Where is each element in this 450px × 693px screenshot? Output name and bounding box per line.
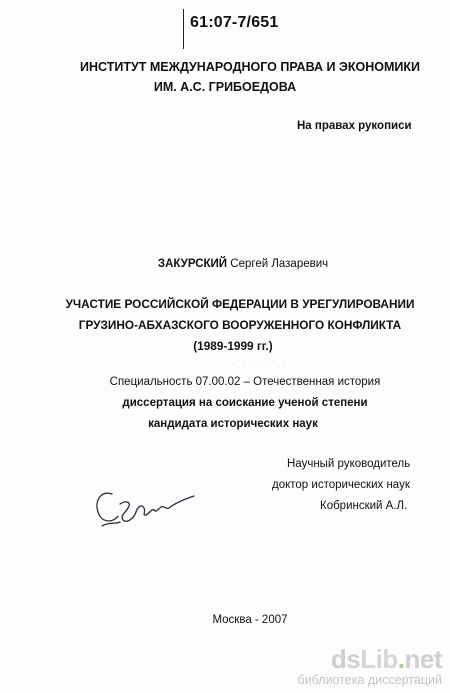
author-surname: ЗАКУРСКИЙ <box>157 258 228 270</box>
dissertation-purpose: диссертация на соискание ученой степени <box>122 397 368 409</box>
supervisor-name: Кобринский А.Л. <box>320 500 408 512</box>
catalog-number: 61:07-7/651 <box>190 14 279 31</box>
manuscript-rights-note: На правах рукописи <box>297 120 412 132</box>
institution-name-line1: ИНСТИТУТ МЕЖДУНАРОДНОГО ПРАВА И ЭКОНОМИКИ <box>80 60 420 74</box>
handwritten-signature <box>90 482 200 532</box>
author-name <box>18 258 450 270</box>
dslib-watermark <box>298 646 442 687</box>
dslib-subtitle: библиотека диссертаций <box>297 673 442 687</box>
institution-name-line2: ИМ. А.С. ГРИБОЕДОВА <box>153 80 297 94</box>
specialty-line: Специальность 07.00.02 – Отечественная история <box>109 376 381 388</box>
catalog-number-rule <box>183 9 184 49</box>
author-given-names: Сергей Лазаревич <box>230 258 329 270</box>
dslib-logo: dsLib.net <box>330 644 442 674</box>
dissertation-title-years: (1989-1999 гг.) <box>193 339 273 353</box>
dissertation-title-line2: ГРУЗИНО-АБХАЗСКОГО ВООРУЖЕННОГО КОНФЛИКТА <box>78 318 402 332</box>
supervisor-role: Научный руководитель <box>287 458 411 470</box>
city-and-year: Москва - 2007 <box>212 614 288 626</box>
dissertation-title-line1: УЧАСТИЕ РОССИЙСКОЙ ФЕДЕРАЦИИ В УРЕГУЛИРОВАНИИ <box>65 297 415 311</box>
paper-specks <box>230 355 290 371</box>
degree-sought: кандидата исторических наук <box>148 418 318 430</box>
supervisor-degree: доктор исторических наук <box>272 479 410 491</box>
